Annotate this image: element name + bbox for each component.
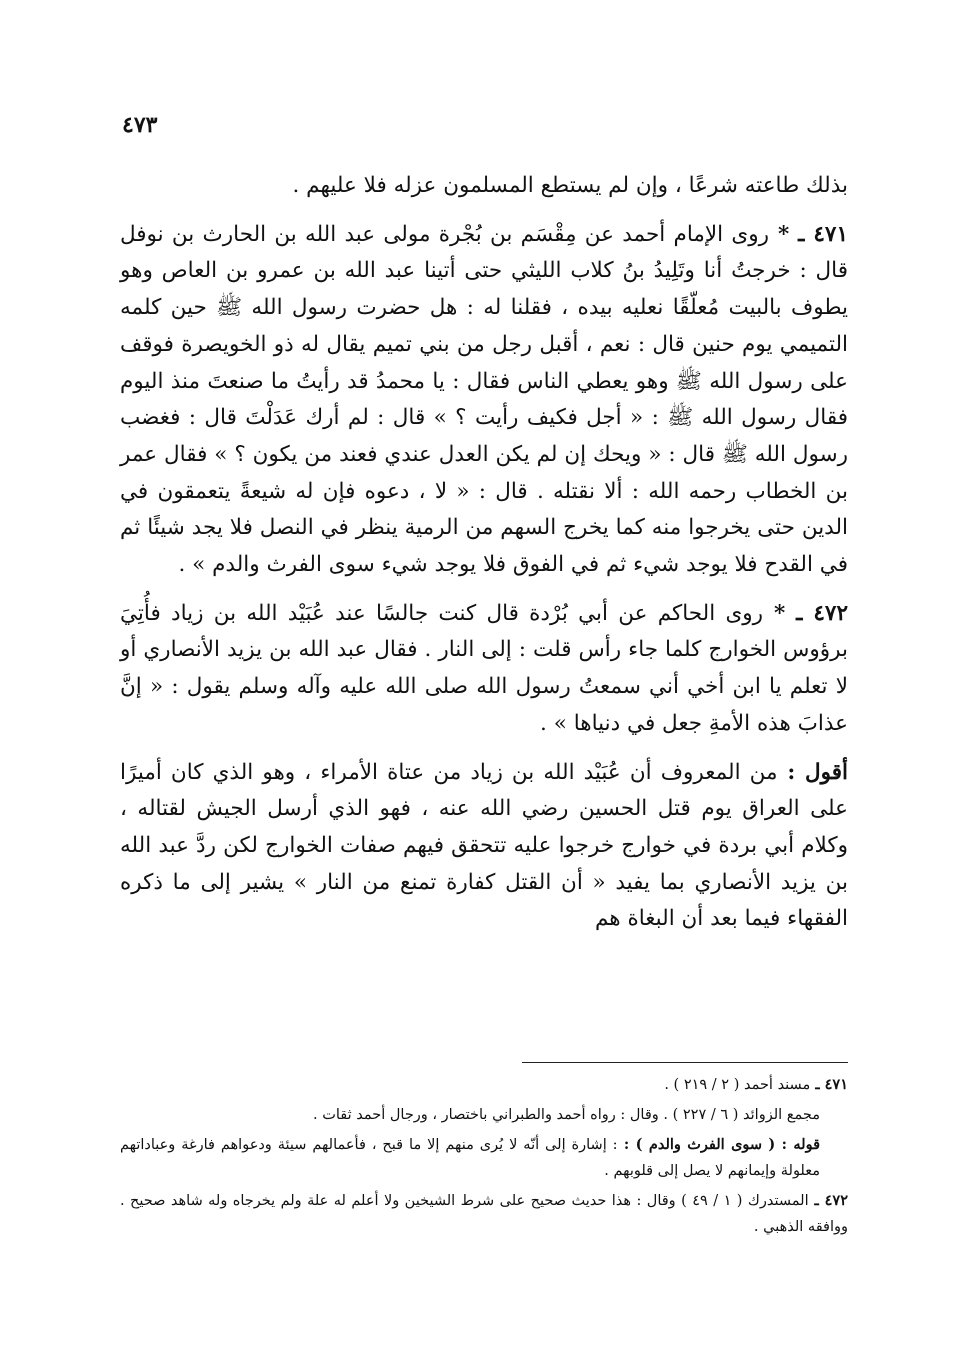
footnote-471-explanation: [120, 1132, 848, 1184]
footnote-number: ٤٧١ ـ: [810, 1076, 848, 1093]
footnote-divider: [522, 1062, 848, 1063]
footnote-471-source: [120, 1072, 848, 1098]
commentary-lead: أقول :: [777, 759, 848, 785]
footnote-471-zawaid: [120, 1102, 848, 1128]
main-text: [120, 168, 848, 950]
hadith-471: [120, 217, 848, 584]
footnote-text: : إشارة إلى أنّه لا يُرى منهم إلا ما قبح ، فأعمالهم سيئة ودعواهم فارغة وعباداتهم معلولة وإيمانهم لا يصل إلى قلوبهم .: [120, 1137, 820, 1179]
footnote-number: ٤٧٢ ـ: [808, 1192, 848, 1209]
paragraph-text: من المعروف أن عُبَيْد الله بن زياد من عتاة الأمراء ، وهو الذي كان أميرًا على العراق يوم قتل الحسين رضي الله عنه ، فهو الذي أرسل الجيش لقتاله ، وكلام أبي بردة في خوارج خرجوا عليه تتحقق فيهم صفات الخوارج لكن ردَّ عبد الله بن يزيد الأنصاري بما يفيد « أن القتل كفارة تمنع من النار » يشير إلى ما ذكره الفقهاء فيما بعد أن البغاة هم: [120, 759, 848, 932]
hadith-472: [120, 596, 848, 743]
paragraph-continuation: [120, 168, 848, 205]
paragraph-text: روى الحاكم عن أبي بُرْدة قال كنت جالسًا عند عُبَيْد الله بن زياد فأُتِيَ برؤوس الخوارج كلما جاء رأس قلت : إلى النار . فقال عبد الله بن يزيد الأنصاري أو لا تعلم يا ابن أخي أني سمعتُ رسول الله صلى الله عليه وآله وسلم يقول : « إنَّ عذابَ هذه الأمةِ جعل في دنياها » .: [120, 600, 848, 736]
hadith-number: ٤٧٢ ـ *: [763, 600, 848, 626]
author-commentary: [120, 755, 848, 939]
footnote-472-source: [120, 1188, 848, 1240]
paragraph-text: بذلك طاعته شرعًا ، وإن لم يستطع المسلمون عزله فلا عليهم .: [292, 173, 848, 198]
hadith-number: ٤٧١ ـ *: [769, 221, 848, 247]
footnote-text: مسند أحمد ( ٢ / ٢١٩ ) .: [664, 1077, 811, 1093]
footnote-text: مجمع الزوائد ( ٦ / ٢٢٧ ) . وقال : رواه أحمد والطبراني باختصار ، ورجال أحمد ثقات .: [313, 1107, 820, 1123]
footnote-text: المستدرك ( ١ / ٤٩ ) وقال : هذا حديث صحيح على شرط الشيخين ولا أعلم له علة ولم يخرجاه وله شاهد صحيح . ووافقه الذهبي .: [120, 1193, 848, 1235]
page-number: ٤٧٣: [122, 112, 158, 138]
paragraph-text: روى الإمام أحمد عن مِقْسَم بن بُجْرة مولى عبد الله بن الحارث بن نوفل قال : خرجتُ أنا وتَلِيدُ بنُ كلاب الليثي حتى أتينا عبد الله بن عمرو بن العاص وهو يطوف بالبيت مُعلّقًا نعليه بيده ، فقلنا له : هل حضرت رسول الله ﷺ حين كلمه التميمي يوم حنين قال : نعم ، أقبل رجل من بني تميم يقال له ذو الخويصرة فوقف على رسول الله ﷺ وهو يعطي الناس فقال : يا محمدُ قد رأيتُ ما صنعتَ منذ اليوم فقال رسول الله ﷺ : « أجل فكيف رأيت ؟ » قال : لم أرك عَدَلْتَ قال : فغضب رسول الله ﷺ قال : « ويحك إن لم يكن العدل عندي فعند من يكون ؟ » فقال عمر بن الخطاب رحمه الله : ألا نقتله . قال : « لا ، دعوه فإن له شيعةً يتعمقون في الدين حتى يخرجوا منه كما يخرج السهم من الرمية ينظر في النصل فلا يجد شيئًا ثم في القدح فلا يوجد شيء ثم في الفوق فلا يوجد شيء سوى الفرث والدم » .: [120, 221, 848, 578]
footnote-lead: قوله : ( سوى الفرث والدم ) :: [617, 1136, 821, 1153]
footnotes: [120, 1072, 848, 1244]
